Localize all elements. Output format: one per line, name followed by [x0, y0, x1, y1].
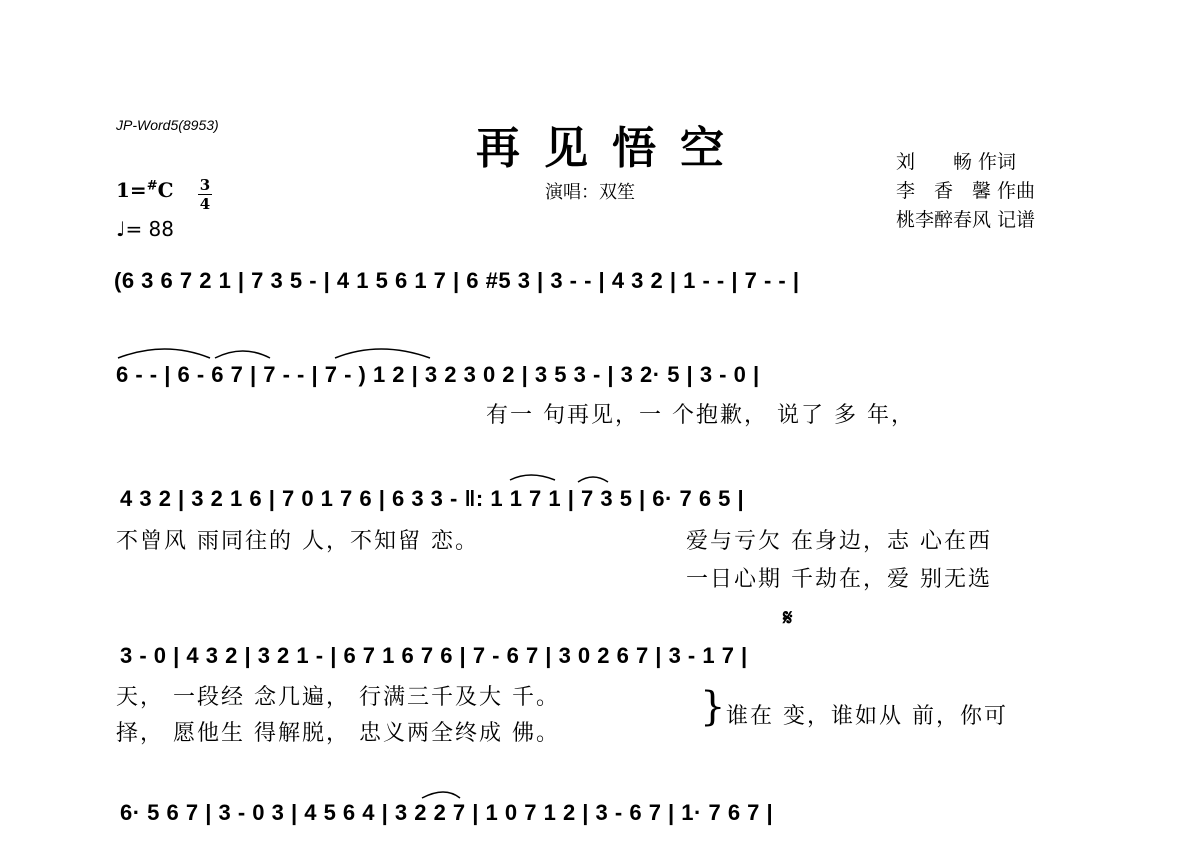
- lyric-row-3-line-2: 一日心期 千劫在，爱 别无选: [686, 567, 992, 592]
- lyric-row-4-refrain: 谁在 变，谁如从 前，你可: [726, 704, 1008, 729]
- score-row-1: (6 3 6 7 2 1 | 7 3 5 - | 4 1 5 6 1 7 | 6 #5 3 | 3 - - | 4 3 2 | 1 - - | 7 - - |: [114, 268, 800, 293]
- tempo-marking: ♩= 88: [116, 217, 175, 241]
- score-row-3: 4 3 2 | 3 2 1 6 | 7 0 1 7 6 | 6 3 3 - ‖: 1 1 7 1 | 7 3 5 | 6· 7 6 5 |: [120, 486, 745, 511]
- lyric-row-4-line-2: 择， 愿他生 得解脱， 忠义两全终成 佛。: [116, 721, 560, 746]
- sharp-sign: #: [146, 178, 158, 194]
- software-watermark: JP-Word5(8953): [116, 117, 219, 133]
- lyric-row-3-line-1: 爱与亏欠 在身边，志 心在西: [686, 529, 992, 554]
- segno-sign: 𝄋: [783, 606, 793, 631]
- lyricist-credit: 刘 畅 作词: [896, 151, 1017, 173]
- composer-credit: 李 香 馨 作曲: [896, 180, 1036, 202]
- quarter-note-icon: ♩: [116, 217, 126, 241]
- lyric-row-4-line-1: 天， 一段经 念几遍， 行满三千及大 千。: [116, 685, 560, 710]
- lyric-row-3-verse: 不曾风 雨同往的 人，不知留 恋。: [116, 529, 479, 554]
- score-row-4: 3 - 0 | 4 3 2 | 3 2 1 - | 6 7 1 6 7 6 | 7 - 6 7 | 3 0 2 6 7 | 3 - 1 7 |: [120, 643, 748, 668]
- singer-credit: 演唱：双笙: [545, 182, 635, 203]
- lyric-brace: }: [700, 684, 726, 730]
- lyric-row-2: 有一 句再见，一 个抱歉， 说了 多 年，: [486, 403, 915, 428]
- song-title: 再见悟空: [476, 123, 748, 174]
- score-row-2: 6 - - | 6 - 6 7 | 7 - - | 7 - ) 1 2 | 3 2 3 0 2 | 3 5 3 - | 3 2· 5 | 3 - 0 |: [116, 362, 760, 387]
- time-signature: 3 4: [199, 176, 211, 213]
- score-row-5: 6· 5 6 7 | 3 - 0 3 | 4 5 6 4 | 3 2 2 7 | 1 0 7 1 2 | 3 - 6 7 | 1· 7 6 7 |: [120, 800, 774, 825]
- key-signature: 1=#C: [116, 178, 174, 202]
- transcriber-credit: 桃李醉春风 记谱: [896, 209, 1036, 231]
